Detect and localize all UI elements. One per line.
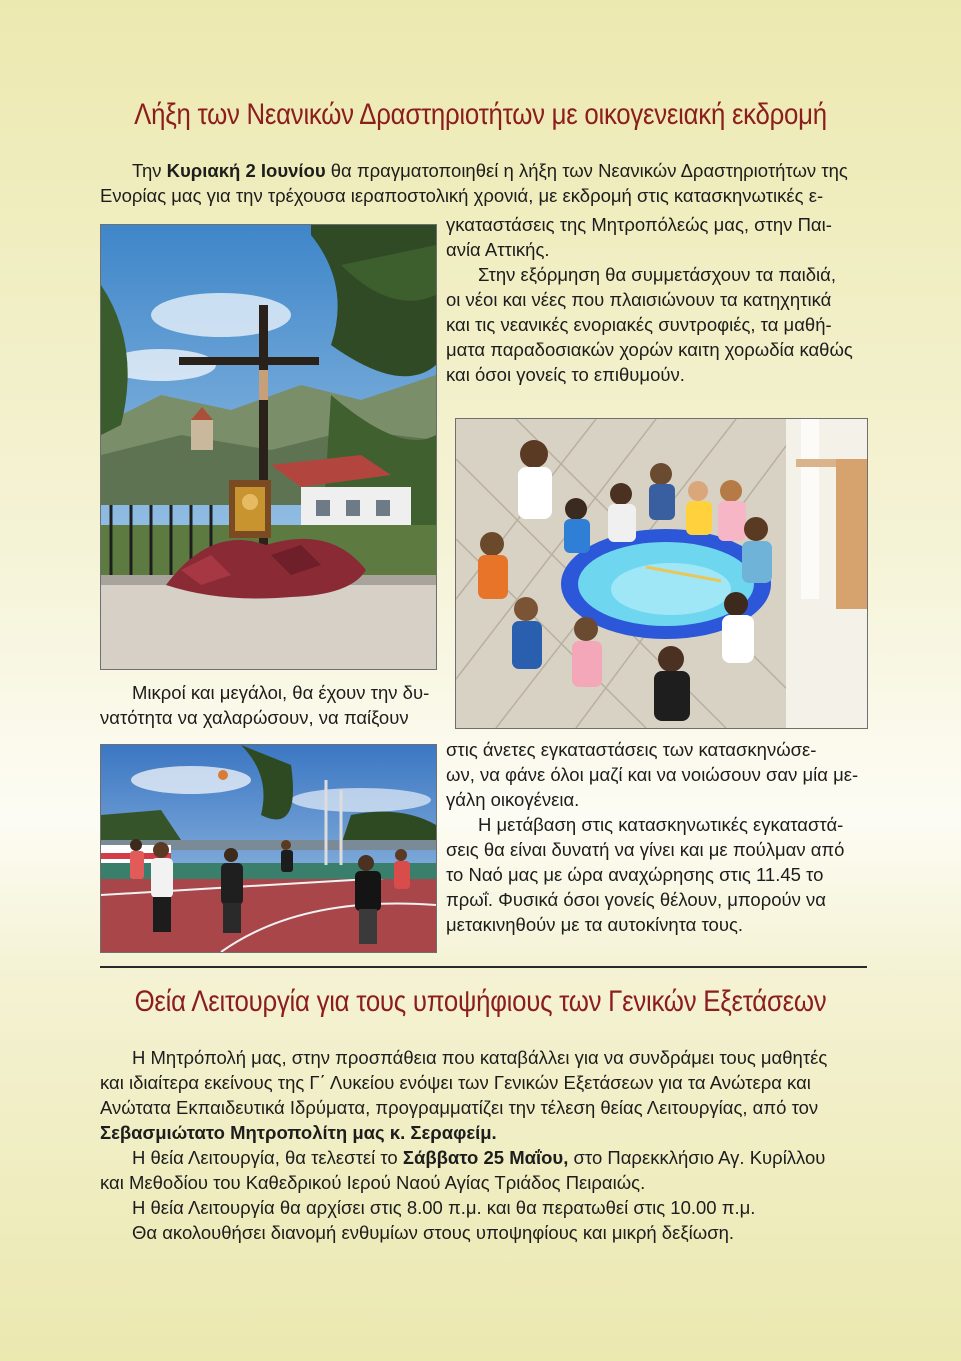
- article-paragraph: Μικροί και μεγάλοι, θα έχουν την δυ- νατότητα να χαλαρώσουν, να παίξουν: [100, 682, 430, 728]
- article-title: Λήξη των Νεανικών Δραστηριοτήτων με οικογενειακή εκδρομή: [134, 98, 827, 131]
- celebrant-name: Σεβασμιώτατο Μητροπολίτη μας κ. Σεραφείμ.: [100, 1122, 497, 1143]
- service-date: Σάββατο 25 Μαΐου,: [402, 1147, 569, 1168]
- photo-children-pool: [455, 418, 868, 729]
- section-divider: [100, 966, 867, 968]
- article-paragraph: Η Μητρόπολή μας, στην προσπάθεια που καταβάλλει για να συνδράμει τους μαθητές και ιδιαίτερα εκείνους της Γ΄ Λυκείου ενόψει των Γενικών Εξετάσεων για τα Ανώτερα και Ανώτατα Εκπαιδευτικά Ιδρύματα, προγραμματίζει την τέλεση θείας Λειτουργίας, από τον Σεβασμιώτατο Μητροπολίτη μας κ. Σεραφείμ. Η θεία Λειτουργία, θα τελεστεί το Σάββατο 25 Μαΐου, στο Παρεκκλήσιο Αγ. Κυρίλλου και Μεθοδίου του Καθεδρικού Ιερού Ναού Αγίας Τριάδος Πειραιώς. Η θεία Λειτουργία θα αρχίσει στις 8.00 π.μ. και θα περατωθεί στις 10.00 π.μ. Θα ακολουθήσει διανομή ενθυμίων στους υποψηφίους και μικρή δεξίωση.: [100, 1047, 828, 1243]
- article-paragraph: Την Κυριακή 2 Ιουνίου θα πραγματοποιηθεί η λήξη των Νεανικών Δραστηριοτήτων της Ενορίας μας για την τρέχουσα ιεραποστολική χρονιά, με εκδρομή στις κατασκηνωτικές ε-: [100, 160, 848, 206]
- cross-garden-image: [101, 225, 436, 669]
- basketball-court-image: [101, 745, 436, 952]
- article-paragraph-cont: γκαταστάσεις της Μητροπόλεώς μας, στην Παι- ανία Αττικής. Στην εξόρμηση θα συμμετάσχουν τα παιδιά, οι νέοι και νέες που πλαισιώνουν τα κατηχητικά και τις νεανικές ενοριακές συντροφιές, τα μαθή- ματα παραδοσιακών χορών καιτη χορωδία καθώς και όσοι γονείς το επιθυμούν.: [446, 214, 853, 385]
- photo-basketball-court: [100, 744, 437, 953]
- event-date: Κυριακή 2 Ιουνίου: [166, 160, 326, 181]
- children-pool-image: [456, 419, 867, 728]
- article-paragraph-cont: στις άνετες εγκαταστάσεις των κατασκηνώσε- ων, να φάνε όλοι μαζί και να νοιώσουν σαν μία με- γάλη οικογένεια. Η μετάβαση στις κατασκηνωτικές εγκαταστά- σεις θα είναι δυνατή να γίνει και με πούλμαν από το Ναό μας με ώρα αναχώρησης στις 11.45 το πρωΐ. Φυσικά όσοι γονείς θέλουν, μπορούν να μετακινηθούν με τα αυτοκίνητα τους.: [446, 739, 859, 935]
- photo-cross-garden: [100, 224, 437, 670]
- article-title: Θεία Λειτουργία για τους υποψήφιους των Γενικών Εξετάσεων: [134, 985, 827, 1018]
